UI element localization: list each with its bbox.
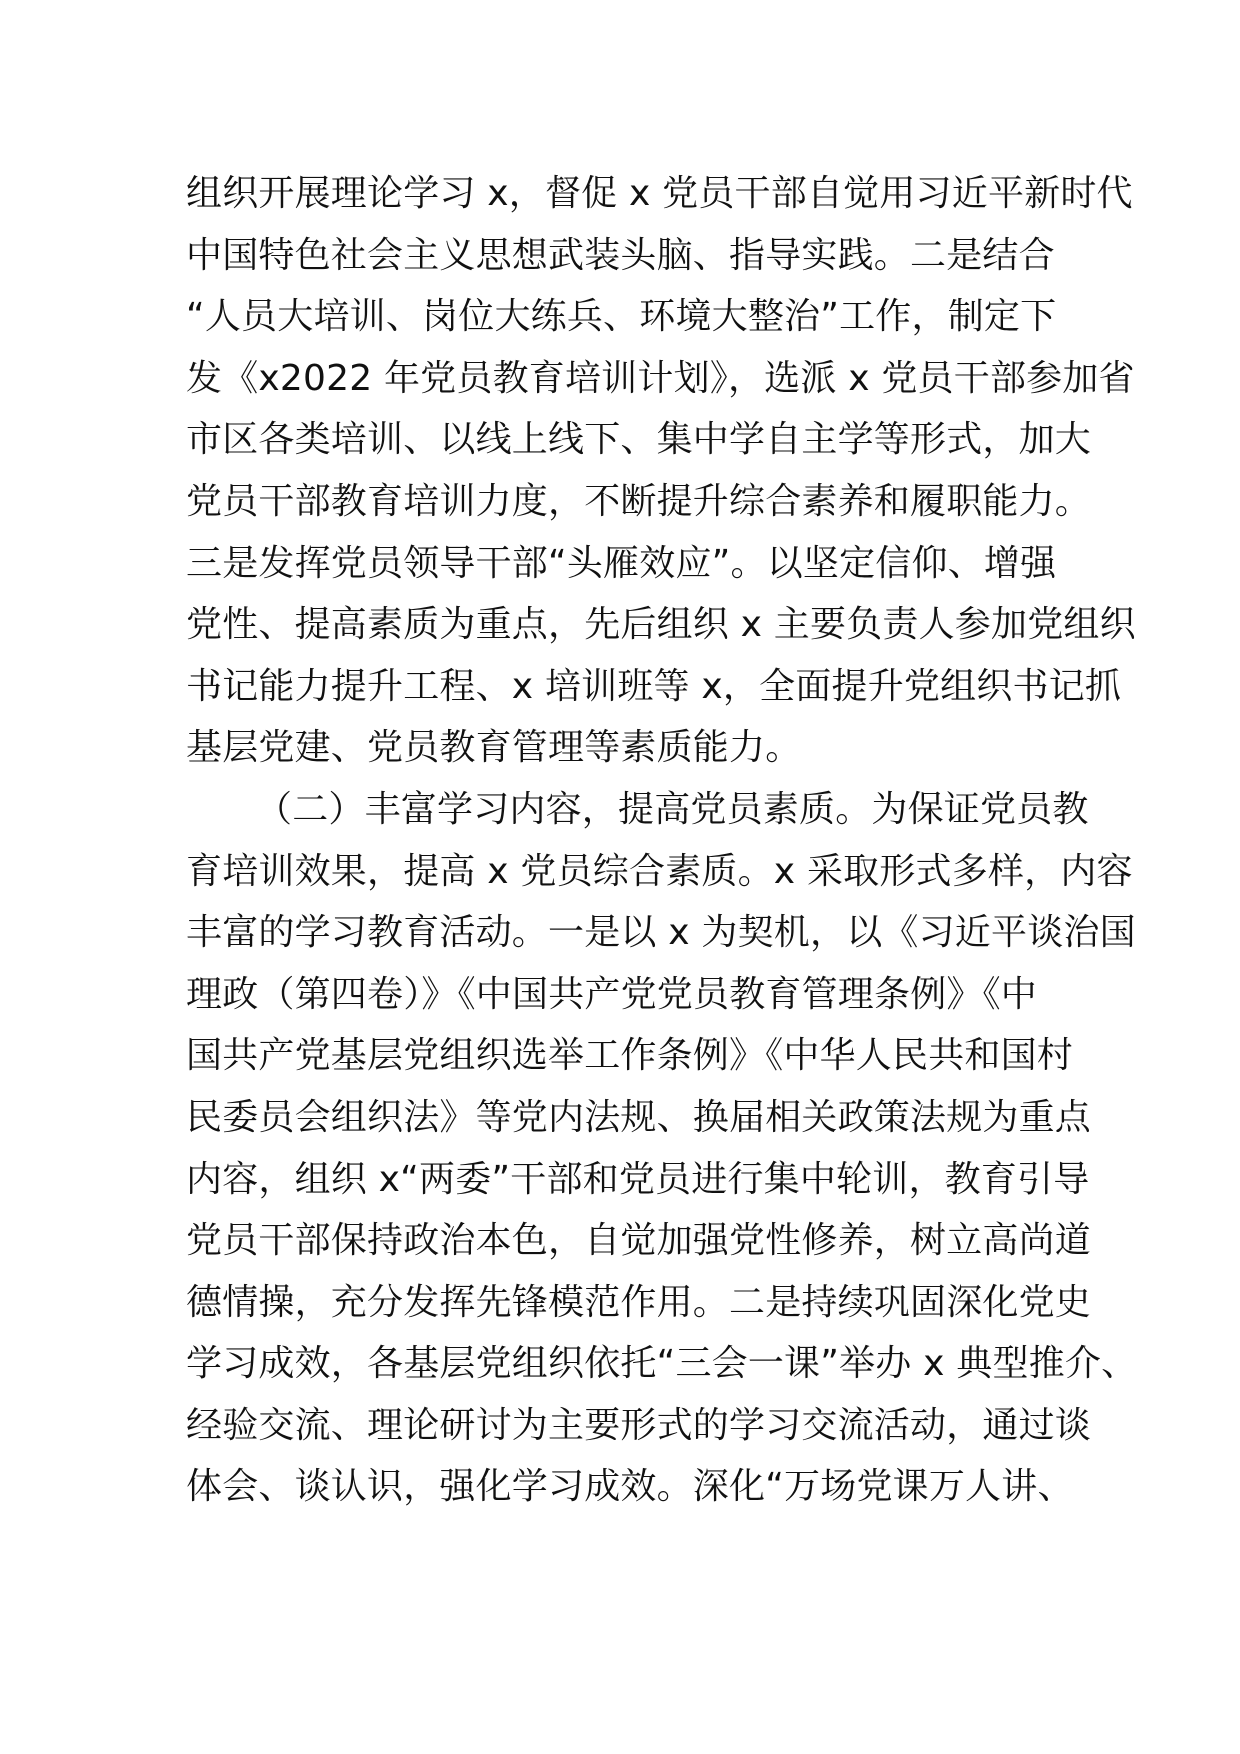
text-line: 党性、提高素质为重点，先后组织 x 主要负责人参加党组织	[186, 604, 1136, 646]
text-line: 党员干部教育培训力度，不断提升综合素养和履职能力。	[186, 480, 1092, 522]
text-line: 学习成效，各基层党组织依托“三会一课”举办 x 典型推介、	[186, 1343, 1138, 1385]
text-line: 书记能力提升工程、x 培训班等 x，全面提升党组织书记抓	[186, 665, 1122, 707]
text-line: 基层党建、党员教育管理等素质能力。	[186, 727, 802, 769]
text-line: 理政（第四卷）》《中国共产党党员教育管理条例》《中	[186, 973, 1038, 1015]
text-line: 组织开展理论学习 x，督促 x 党员干部自觉用习近平新时代	[186, 173, 1133, 214]
text-line: 发《x2022 年党员教育培训计划》，选派 x 党员干部参加省	[186, 357, 1135, 399]
text-line: 内容，组织 x“两委”干部和党员进行集中轮训，教育引导	[186, 1158, 1090, 1200]
text-line: 育培训效果，提高 x 党员综合素质。x 采取形式多样，内容	[186, 850, 1133, 892]
text-line: 国共产党基层党组织选举工作条例》《中华人民共和国村	[186, 1035, 1074, 1077]
text-line: 民委员会组织法》等党内法规、换届相关政策法规为重点	[186, 1096, 1092, 1138]
document-body	[186, 163, 1138, 1518]
text-line: 党员干部保持政治本色，自觉加强党性修养，树立高尚道	[186, 1220, 1092, 1262]
text-line: 市区各类培训、以线上线下、集中学自主学等形式，加大	[186, 419, 1092, 461]
text-line: 体会、谈认识，强化学习成效。深化“万场党课万人讲、	[186, 1466, 1074, 1508]
text-line: 丰富的学习教育活动。一是以 x 为契机，以《习近平谈治国	[186, 912, 1136, 954]
text-line: “人员大培训、岗位大练兵、环境大整治”工作，制定下	[186, 296, 1057, 338]
text-line: 三是发挥党员领导干部“头雁效应”。以坚定信仰、增强	[186, 542, 1057, 584]
text-line: 德情操，充分发挥先锋模范作用。二是持续巩固深化党史	[186, 1281, 1092, 1323]
section-heading-line: （二）丰富学习内容，提高党员素质。为保证党员教	[256, 788, 1089, 830]
text-line: 中国特色社会主义思想武装头脑、指导实践。二是结合	[186, 234, 1055, 276]
text-line: 经验交流、理论研讨为主要形式的学习交流活动，通过谈	[186, 1404, 1092, 1446]
